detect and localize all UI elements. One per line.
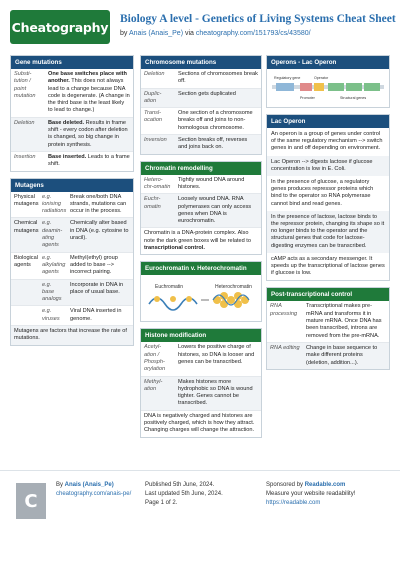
row-value: One section of a chromosome breaks off and joins to non-homologous chromosome. xyxy=(178,110,253,131)
heterochromatin-label: Heterochromatin xyxy=(215,284,252,291)
row-example: e.g. viruses xyxy=(42,308,60,322)
page-header xyxy=(0,0,400,55)
table-row xyxy=(141,342,261,376)
operons-box xyxy=(266,55,390,108)
row-key: Insertion xyxy=(14,153,36,160)
row-value: Break one/both DNA strands, mutations can occur in the process. xyxy=(70,193,127,215)
row-value xyxy=(45,152,133,171)
row-key: RNA editing xyxy=(270,344,300,351)
row-key: Inversion xyxy=(144,137,167,144)
logo-text: Cheatography xyxy=(11,19,109,35)
row-value: Viral DNA inserted in genome. xyxy=(70,308,122,322)
table-row xyxy=(141,69,261,89)
post-transcriptional-box xyxy=(266,287,390,369)
row-example: e.g. base analogs xyxy=(42,281,62,303)
lac-operon-paragraph: An operon is a group of genes under control of the same regulatory mechanism --> switch genes in and off depending on environment. xyxy=(271,131,383,152)
table-row xyxy=(11,218,133,252)
row-key: Methyl-ation xyxy=(144,378,163,392)
updated-date: Last updated 5th June, 2024. xyxy=(145,491,223,497)
chromatin-diagram xyxy=(141,275,261,321)
table-row xyxy=(141,89,261,109)
row-value-bold: One base switches place with another. xyxy=(48,71,127,85)
table-row xyxy=(11,280,133,307)
table-row xyxy=(141,377,261,411)
page-footer xyxy=(0,470,400,566)
gene-mutations-box xyxy=(10,55,134,172)
row-example: e.g. alkylating agents xyxy=(42,254,66,276)
row-value: Methyl(ethyl) group added to base --> incorrect pairing. xyxy=(70,254,118,276)
byline-via: via xyxy=(183,30,196,37)
sponsor-url[interactable]: https://readable.com xyxy=(266,500,321,506)
row-value: Incorporate in DNA in place of usual base. xyxy=(70,281,124,295)
row-value xyxy=(45,118,133,151)
table-row xyxy=(267,301,389,342)
row-value: Tightly wound DNA around histones. xyxy=(178,176,245,190)
table-row xyxy=(267,343,389,369)
row-value: Sections of chromosomes break off. xyxy=(178,71,258,85)
footer-author-url[interactable]: cheatography.com/anais-pe/ xyxy=(56,491,132,497)
diagram-label: Promoter xyxy=(300,96,315,100)
diagram-label: Structural genes xyxy=(340,96,367,100)
row-key: Duplic-ation xyxy=(144,90,162,104)
chromatin-footnote-bold: transcriptional control. xyxy=(144,245,205,252)
row-value-text: This does not always lead to a change because DNA code is degenerate. (A change in the third base is the least likely to lead to change.) xyxy=(48,78,130,114)
row-example: e.g. deamin-ating agents xyxy=(42,220,63,249)
row-value-bold: Base deleted. xyxy=(48,119,85,126)
sheet-url-link[interactable]: cheatography.com/151793/cs/43580/ xyxy=(195,30,311,37)
table-row xyxy=(11,69,133,118)
table-row xyxy=(141,135,261,154)
c-letter: C xyxy=(24,490,38,512)
page-title: Biology A level - Genetics of Living Systems Cheat Sheet xyxy=(120,13,396,25)
table-row xyxy=(141,194,261,228)
footer-author-line xyxy=(56,481,131,490)
row-value-text: Results in frame shift - every codon after deletion is changed, so big change in protein synthesis. xyxy=(48,119,128,148)
footer-author-block xyxy=(56,481,131,499)
mutagens-heading: Mutagens xyxy=(11,179,133,192)
lac-operon-diagram xyxy=(267,69,389,107)
euchromatin-label: Euchromatin xyxy=(155,284,184,291)
byline-prefix: by xyxy=(120,30,129,37)
row-value-bold: Base inserted. xyxy=(48,153,87,160)
cheatography-logo[interactable] xyxy=(10,10,110,44)
histone-footnote: DNA is negatively charged and histones are positively charged, which is how they attract. Changing charges will change the attraction. xyxy=(141,411,261,437)
footer-author-link[interactable]: Anais (Anais_Pe) xyxy=(64,482,114,488)
published-date: Published 5th June, 2024. xyxy=(145,482,215,488)
lac-operon-box xyxy=(266,114,390,281)
operon-illustration xyxy=(270,71,386,105)
row-key: Euchr-omatin xyxy=(144,196,161,210)
chromatin-remodelling-box xyxy=(140,161,262,256)
sponsor-tagline: Measure your website readability! xyxy=(266,491,356,497)
row-value: Change in base sequence to make different proteins (deletion, addition...). xyxy=(306,344,378,366)
chromatin-illustration xyxy=(145,278,257,318)
histone-modification-box xyxy=(140,328,262,437)
row-key: Deletion xyxy=(144,71,165,77)
chromosome-mutations-box xyxy=(140,55,262,155)
sponsor-prefix: Sponsored by xyxy=(266,482,305,488)
row-value xyxy=(45,69,133,117)
row-key: Transl-ocation xyxy=(144,110,163,124)
row-value: Loosely wound DNA. RNA polymerases can only access genes when DNA is eurochromatin. xyxy=(178,196,252,225)
lac-operon-paragraph: Lac Operon --> digests lactose if glucose concentration is low in E. Coli. xyxy=(267,156,389,176)
column-1 xyxy=(10,55,134,352)
eu-hetero-box xyxy=(140,261,262,322)
row-value: Transcriptional makes pre-mRNA and transforms it in mature mRNA. Once DNA has been transcribed, introns are removed from the pre-mRNA. xyxy=(306,303,382,339)
chromatin-footnote-text: Chromatin is a DNA-protein complex. Also note the dark green boxes will be related to xyxy=(144,230,251,244)
row-key xyxy=(11,280,39,306)
row-value: Section gets duplicated xyxy=(178,90,236,97)
row-value: Makes histones more hydrophobic so DNA is wound tighter. Genes cannot be transcribed. xyxy=(178,378,253,407)
row-key: Acetyl-ation / Phosph-orylation xyxy=(144,344,166,373)
row-value: Section breaks off, reverses and joins back on. xyxy=(178,137,248,151)
row-example: e.g. ionising radiations xyxy=(42,193,67,215)
histone-modification-heading: Histone modification xyxy=(141,329,261,342)
lac-operon-paragraph: cAMP acts as a secondary messenger. It speeds up the transcriptional of lactose genes if glucose is low. xyxy=(271,255,385,277)
row-key: Chemical mutagens xyxy=(14,220,39,234)
sponsor-link[interactable]: Readable.com xyxy=(304,482,346,488)
table-row xyxy=(141,175,261,195)
byline xyxy=(120,30,311,37)
table-row xyxy=(11,192,133,219)
footer-by: By xyxy=(56,482,65,488)
lac-operon-paragraph: In the presence of lactose, lactose binds to the repressor protein, changing its shape so it no longer binds to the operator and the structural genes that code for lactose-digesting enzymes can be transcribed. xyxy=(267,211,389,253)
post-transcriptional-heading: Post-transcriptional control xyxy=(267,288,389,301)
row-key: Deletion xyxy=(14,119,35,126)
eu-hetero-heading: Eurochromatin v. Heterochromatin xyxy=(141,262,261,275)
column-3 xyxy=(266,55,390,376)
lac-operon-heading: Lac Operon xyxy=(267,115,389,128)
row-key: RNA processing xyxy=(270,303,298,317)
row-value: Chemically alter based in DNA (e.g. cytosine to uracil). xyxy=(70,220,129,242)
chromatin-footnote xyxy=(141,228,261,254)
row-key: Hetero-chr-omatin xyxy=(144,176,171,190)
diagram-label: Operator xyxy=(314,76,329,80)
sponsor-line xyxy=(266,481,355,490)
footer-sponsor-block xyxy=(266,481,355,508)
column-2 xyxy=(140,55,262,444)
footer-dates-block xyxy=(145,481,223,508)
cheatography-c-logo[interactable] xyxy=(16,483,46,519)
row-value: Lowers the positive charge of histones, so DNA is looser and genes can be transcribed. xyxy=(178,344,255,365)
table-row xyxy=(141,108,261,135)
page-number: Page 1 of 2. xyxy=(145,500,178,506)
mutagens-box xyxy=(10,178,134,346)
lac-operon-paragraph: In the presence of glucose, a regulatory genes produces repressor proteins which bind to the operator so RNA polymerase cannot bind and read genes. xyxy=(271,179,374,207)
chromatin-remodelling-heading: Chromatin remodelling xyxy=(141,162,261,175)
table-row xyxy=(11,152,133,171)
table-row xyxy=(11,118,133,152)
author-link[interactable]: Anais (Anais_Pe) xyxy=(128,30,184,37)
diagram-label: Regulatory gene xyxy=(274,76,301,80)
row-key xyxy=(11,306,39,325)
table-row xyxy=(11,253,133,280)
row-key: Biological agents xyxy=(14,254,38,268)
mutagens-footnote: Mutagens are factors that increase the rate of mutations. xyxy=(11,326,133,345)
chromosome-mutations-heading: Chromosome mutations xyxy=(141,56,261,69)
row-key: Substi-tution / point mutation xyxy=(14,71,36,99)
gene-mutations-heading: Gene mutations xyxy=(11,56,133,69)
table-row xyxy=(11,306,133,326)
row-value-text: Leads to a frame shift. xyxy=(48,153,130,168)
operons-heading: Operons - Lac Operon xyxy=(267,56,389,69)
row-key: Physical mutagens xyxy=(14,193,39,207)
